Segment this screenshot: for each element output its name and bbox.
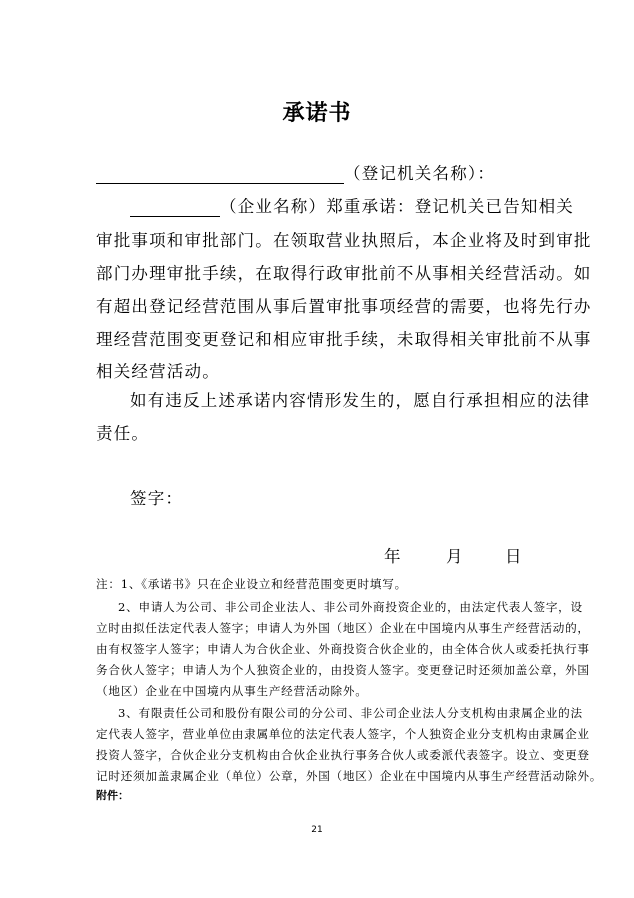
- pledge-line: 理经营范围变更登记和相应审批手续，未取得相关审批前不从事: [96, 330, 592, 349]
- authority-line: [96, 160, 544, 184]
- pledge-first-line: [130, 193, 574, 217]
- pledge-first-line-suffix: （企业名称）郑重承诺：登记机关已告知相关: [220, 197, 574, 216]
- pledge-line: 部门办理审批手续，在取得行政审批前不从事相关经营活动。如: [96, 264, 592, 283]
- page-number: 21: [311, 825, 323, 835]
- note-line: 立时由拟任法定代表人签字；申请人为外国（地区）企业在中国境内从事生产经营活动的，: [96, 621, 590, 635]
- note-line: 2、申请人为公司、非公司企业法人、非公司外商投资企业的，由法定代表人签字，设: [118, 600, 583, 614]
- pledge-line: 审批事项和审批部门。在领取营业执照后，本企业将及时到审批: [96, 231, 592, 250]
- note-line: 记时还须加盖隶属企业（单位）公章，外国（地区）企业在中国境内从事生产经营活动除外。: [96, 769, 603, 783]
- attachment-label: 附件：: [96, 789, 129, 802]
- enterprise-name-blank[interactable]: [130, 200, 220, 217]
- note-line: 注：1、《承诺书》只在企业设立和经营范围变更时填写。: [96, 577, 407, 591]
- authority-line-suffix: （登记机关名称）：: [344, 164, 496, 183]
- liability-line: 责任。: [96, 424, 150, 443]
- document-title: 承诺书: [282, 101, 352, 126]
- authority-name-blank[interactable]: [96, 167, 344, 184]
- date-month: 月: [446, 547, 463, 566]
- pledge-line: 相关经营活动。: [96, 362, 220, 381]
- note-line: 务合伙人签字；申请人为个人独资企业的，由投资人签字。变更登记时还须加盖公章，外国: [96, 663, 590, 677]
- signature-label: 签字：: [130, 489, 184, 508]
- note-line: 由有权签字人签字；申请人为合伙企业、外商投资合伙企业的，由全体合伙人或委托执行事: [96, 642, 590, 656]
- liability-line: 如有违反上述承诺内容情形发生的，愿自行承担相应的法律: [130, 391, 591, 410]
- note-line: 投资人签字，合伙企业分支机构由合伙企业执行事务合伙人或委派代表签字。设立、变更登: [96, 748, 590, 762]
- date-year: 年: [384, 547, 401, 566]
- note-line: （地区）企业在中国境内从事生产经营活动除外。: [96, 684, 368, 698]
- note-line: 3、有限责任公司和股份有限公司的分公司、非公司企业法人分支机构由隶属企业的法: [118, 706, 583, 720]
- pledge-line: 有超出登记经营范围从事后置审批事项经营的需要，也将先行办: [96, 297, 592, 316]
- date-day: 日: [505, 547, 522, 566]
- note-line: 定代表人签字，营业单位由隶属单位的法定代表人签字，个人独资企业分支机构由隶属企业: [96, 727, 590, 741]
